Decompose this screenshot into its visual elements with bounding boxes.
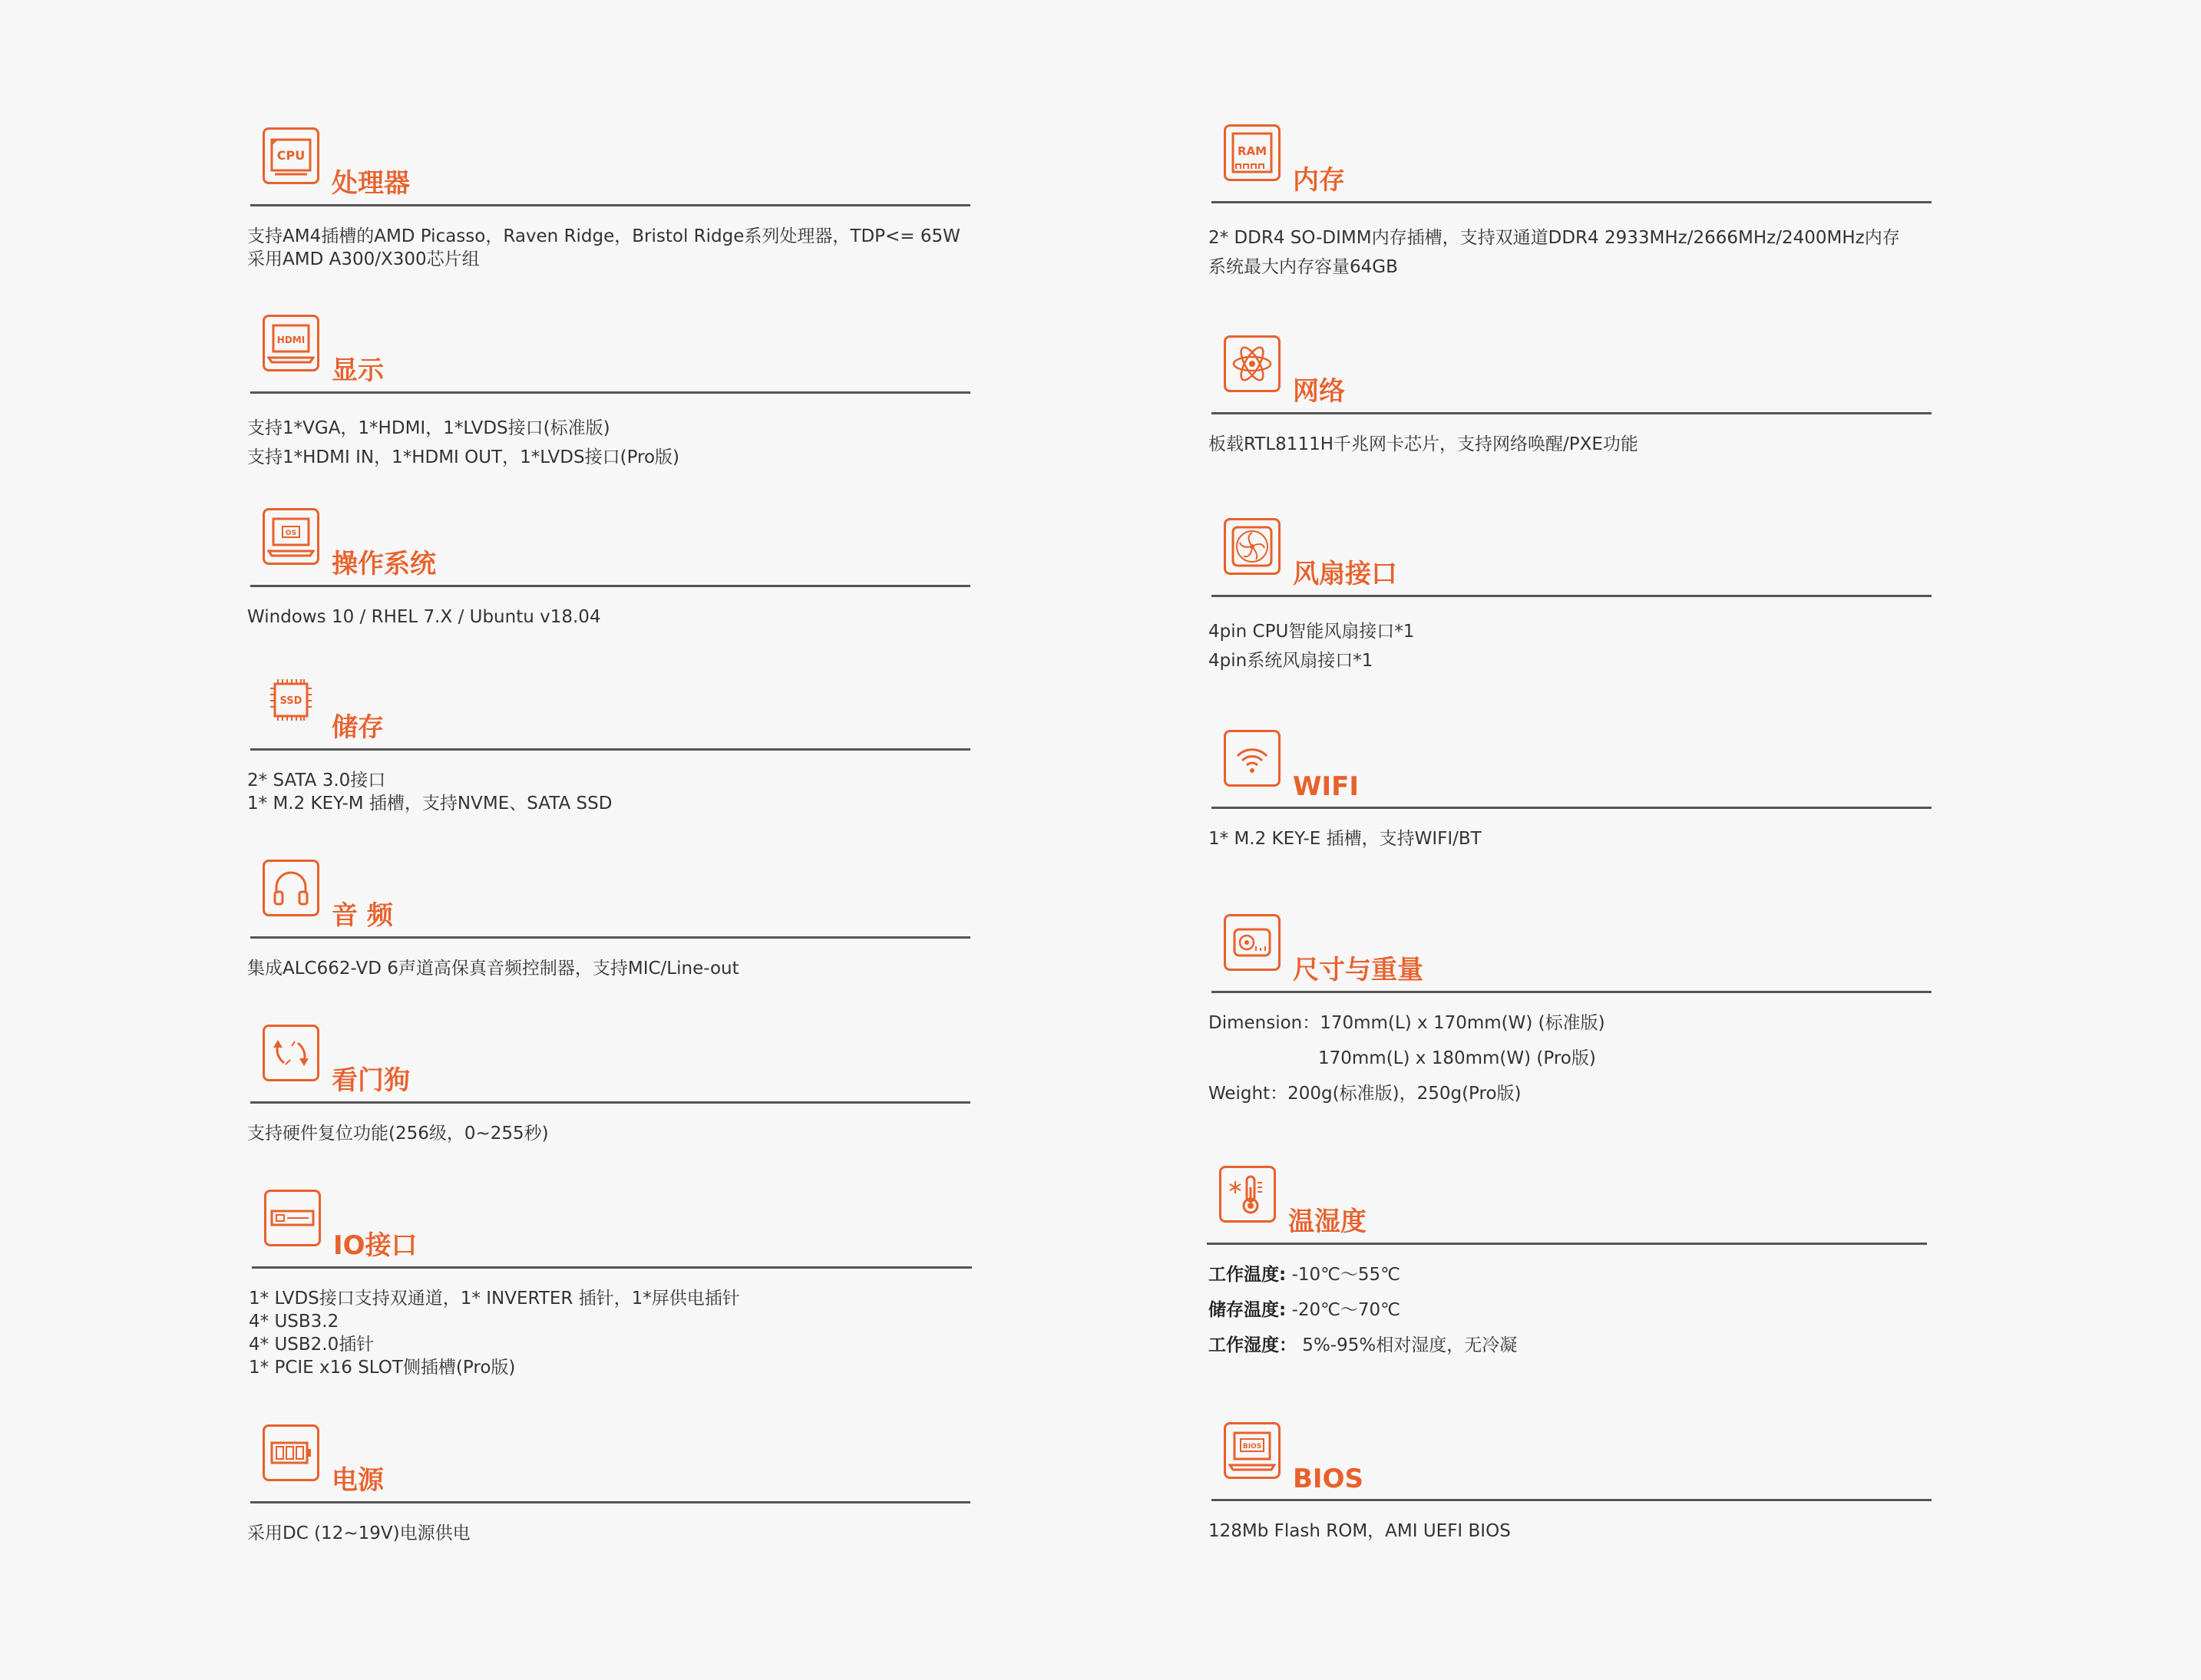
ram-module-icon (1224, 124, 1281, 181)
section-bios (1208, 1422, 1932, 1543)
svg-text:BIOS: BIOS (1242, 1443, 1262, 1451)
section-io (249, 1190, 972, 1379)
section-body (247, 394, 970, 472)
svg-text:OS: OS (285, 530, 297, 537)
section-body (247, 939, 970, 980)
spec-line: 4pin CPU智能风扇接口*1 (1208, 622, 1415, 642)
tape-measure-icon (1224, 914, 1281, 971)
section-title: 网络 (1293, 376, 1345, 407)
section-power (247, 1424, 970, 1545)
spec-row (1208, 1292, 1927, 1328)
spec-line: 4* USB3.2 (249, 1312, 339, 1332)
spec-row (1208, 1328, 1927, 1363)
svg-text:RAM: RAM (1237, 144, 1267, 158)
section-body (247, 751, 970, 815)
spec-line: 板载RTL8111H千兆网卡芯片，支持网络唤醒/PXE功能 (1208, 434, 1638, 454)
section-body (1208, 414, 1932, 456)
spec-line: Dimension：170mm(L) x 170mm(W) (标准版) (1208, 1013, 1605, 1033)
spec-line: 采用DC (12~19V)电源供电 (247, 1523, 471, 1543)
section-body (247, 206, 970, 271)
spec-line: 支持1*VGA，1*HDMI，1*LVDS接口(标准版) (247, 418, 610, 438)
section-title: IO接口 (333, 1230, 418, 1261)
spec-value: -20℃～70℃ (1286, 1300, 1401, 1320)
section-fan (1208, 518, 1932, 675)
section-cpu (247, 127, 970, 271)
svg-text:CPU: CPU (276, 148, 306, 163)
section-title: BIOS (1293, 1464, 1363, 1494)
section-title: WIFI (1293, 771, 1360, 802)
section-body (247, 587, 970, 629)
spec-line: 支持1*HDMI IN，1*HDMI OUT，1*LVDS接口(Pro版) (247, 447, 680, 467)
spec-line: 集成ALC662-VD 6声道高保真音频控制器，支持MIC/Line-out (247, 959, 739, 979)
spec-line: Windows 10 / RHEL 7.X / Ubuntu v18.04 (247, 607, 601, 627)
section-watchdog (247, 1025, 970, 1145)
section-body (247, 1503, 970, 1545)
section-wifi (1208, 730, 1932, 850)
refresh-arrows-icon (263, 1025, 319, 1081)
section-title: 风扇接口 (1293, 559, 1397, 589)
section-body (1208, 993, 1932, 1111)
bios-laptop-icon (1224, 1422, 1281, 1479)
section-title: 尺寸与重量 (1293, 955, 1423, 985)
section-body (247, 1104, 970, 1145)
svg-text:HDMI: HDMI (276, 335, 306, 345)
section-title: 内存 (1293, 165, 1345, 196)
battery-icon (263, 1424, 319, 1481)
spec-line: 1* LVDS接口支持双通道，1* INVERTER 插针，1*屏供电插针 (249, 1289, 740, 1309)
spec-line: 170mm(L) x 180mm(W) (Pro版) (1318, 1048, 1596, 1068)
spec-label: 储存温度: (1208, 1300, 1287, 1320)
spec-value: 5%-95%相对湿度，无冷凝 (1297, 1335, 1518, 1355)
section-storage (247, 672, 970, 815)
spec-line: 2* SATA 3.0接口 (247, 771, 386, 790)
section-os (247, 508, 970, 629)
spec-line: 128Mb Flash ROM，AMI UEFI BIOS (1208, 1521, 1511, 1541)
spec-line: 支持硬件复位功能(256级，0~255秒) (247, 1124, 549, 1144)
spec-line: Weight：200g(标准版)，250g(Pro版) (1208, 1084, 1522, 1104)
section-body (1204, 1245, 1927, 1363)
section-display (247, 315, 970, 472)
section-body (1208, 597, 1932, 675)
spec-line: 支持AM4插槽的AMD Picasso，Raven Ridge，Bristol Ridge系列处理器，TDP<= 65W (247, 226, 960, 246)
section-title: 处理器 (332, 168, 410, 199)
section-body (249, 1269, 972, 1379)
svg-text:SSD: SSD (279, 695, 302, 707)
wifi-icon (1224, 730, 1281, 787)
section-title: 音 频 (332, 900, 393, 931)
hdmi-laptop-icon (263, 315, 319, 371)
atom-network-icon (1224, 335, 1281, 392)
spec-line: 1* M.2 KEY-E 插槽，支持WIFI/BT (1208, 829, 1482, 849)
spec-line: 1* PCIE x16 SLOT侧插槽(Pro版) (249, 1358, 516, 1378)
section-audio (247, 860, 970, 980)
spec-line: 系统最大内存容量64GB (1208, 257, 1398, 277)
headphones-icon (263, 860, 319, 916)
os-laptop-icon (263, 508, 319, 565)
section-title: 电源 (332, 1465, 384, 1496)
spec-line: 4* USB2.0插针 (249, 1335, 375, 1355)
section-dimensions (1208, 914, 1932, 1111)
io-port-icon (264, 1190, 321, 1246)
fan-icon (1224, 518, 1281, 575)
section-title: 看门狗 (332, 1065, 410, 1096)
section-body (1208, 203, 1932, 282)
section-memory (1208, 124, 1932, 282)
thermometer-snowflake-icon (1219, 1166, 1276, 1223)
spec-value: -10℃～55℃ (1286, 1265, 1401, 1285)
spec-line: 2* DDR4 SO-DIMM内存插槽，支持双通道DDR4 2933MHz/2666MHz/2400MHz内存 (1208, 228, 1900, 248)
ssd-chip-icon (263, 672, 319, 728)
spec-label: 工作温度: (1208, 1265, 1287, 1285)
section-title: 显示 (332, 355, 384, 386)
spec-row (1208, 1257, 1927, 1292)
spec-line: 采用AMD A300/X300芯片组 (247, 249, 480, 269)
spec-line: 4pin系统风扇接口*1 (1208, 651, 1373, 671)
section-temperature (1204, 1166, 1927, 1363)
cpu-chip-icon (263, 127, 319, 184)
spec-line: 1* M.2 KEY-M 插槽，支持NVME、SATA SSD (247, 794, 613, 814)
spec-label: 工作湿度： (1208, 1335, 1297, 1355)
section-network (1208, 335, 1932, 456)
section-body (1208, 1501, 1932, 1543)
section-title: 操作系统 (332, 549, 436, 579)
section-title: 温湿度 (1288, 1206, 1367, 1237)
section-body (1208, 809, 1932, 850)
section-title: 储存 (332, 712, 384, 743)
